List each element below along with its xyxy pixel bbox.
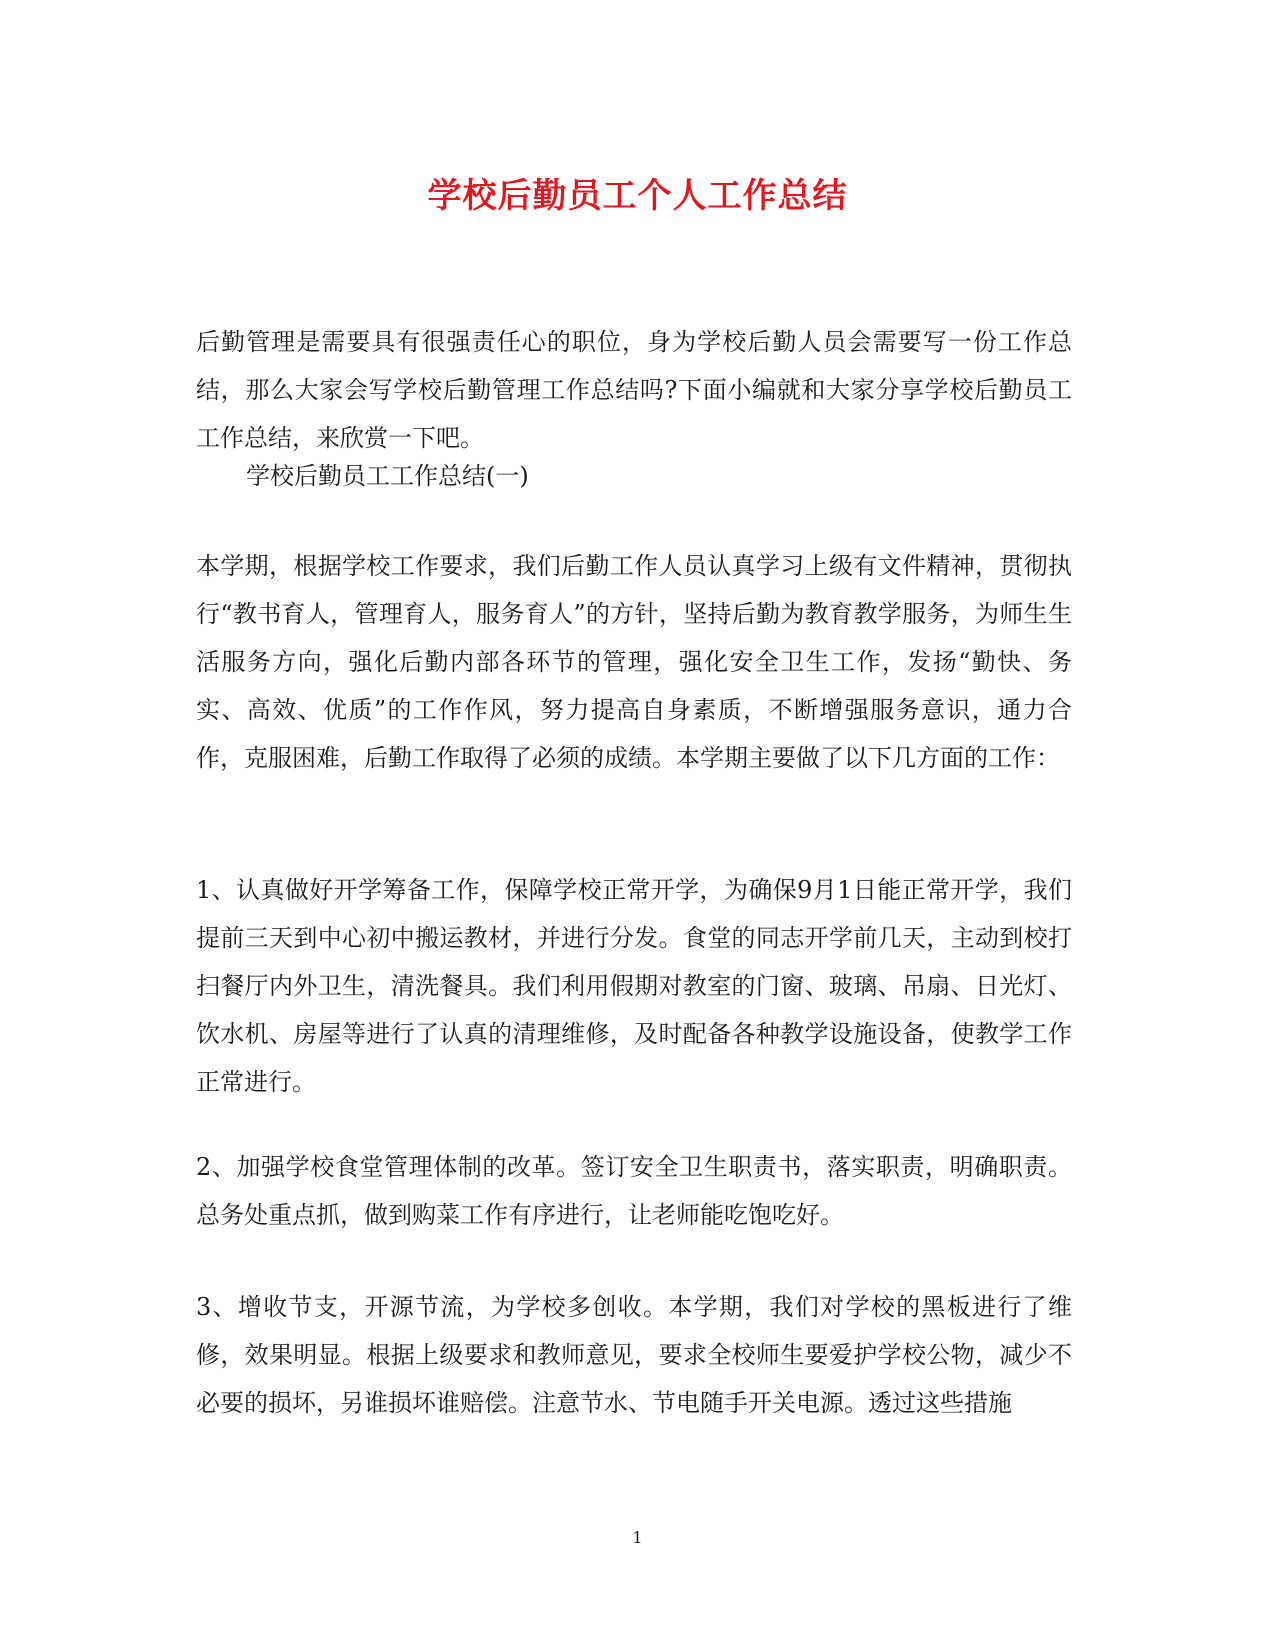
body-paragraph-1: 本学期，根据学校工作要求，我们后勤工作人员认真学习上级有文件精神，贯彻执行“教书育人，管理育人，服务育人”的方针，坚持后勤为教育教学服务，为师生生活服务方向，强化后勤内部各环节的管理，强化安全卫生工作，发扬“勤快、务实、高效、优质”的工作作风，努力提高自身素质，不断增强服务意识，通力合作，克服困难，后勤工作取得了必须的成绩。本学期主要做了以下几方面的工作： [196, 552, 1072, 772]
section-heading: 学校后勤员工工作总结(一) [246, 462, 529, 490]
intro-paragraph: 后勤管理是需要具有很强责任心的职位，身为学校后勤人员会需要写一份工作总结，那么大家会写学校后勤管理工作总结吗?下面小编就和大家分享学校后勤员工工作总结，来欣赏一下吧。 [196, 328, 1072, 452]
body-paragraph-4: 3、增收节支，开源节流，为学校多创收。本学期，我们对学校的黑板进行了维修，效果明显。根据上级要求和教师意见，要求全校师生要爱护学校公物，减少不必要的损坏，另谁损坏谁赔偿。注意节水、节电随手开关电源。透过这些措施 [196, 1293, 1072, 1417]
body-paragraph-2: 1、认真做好开学筹备工作，保障学校正常开学，为确保9月1日能正常开学，我们提前三天到中心初中搬运教材，并进行分发。食堂的同志开学前几天，主动到校打扫餐厅内外卫生，清洗餐具。我们利用假期对教室的门窗、玻璃、吊扇、日光灯、饮水机、房屋等进行了认真的清理维修，及时配备各种教学设施设备，使教学工作正常进行。 [196, 876, 1072, 1096]
body-paragraph-3: 2、加强学校食堂管理体制的改革。签订安全卫生职责书，落实职责，明确职责。总务处重点抓，做到购菜工作有序进行，让老师能吃饱吃好。 [196, 1153, 1072, 1229]
document-title: 学校后勤员工个人工作总结 [427, 176, 848, 216]
page-number: 1 [632, 1528, 643, 1547]
